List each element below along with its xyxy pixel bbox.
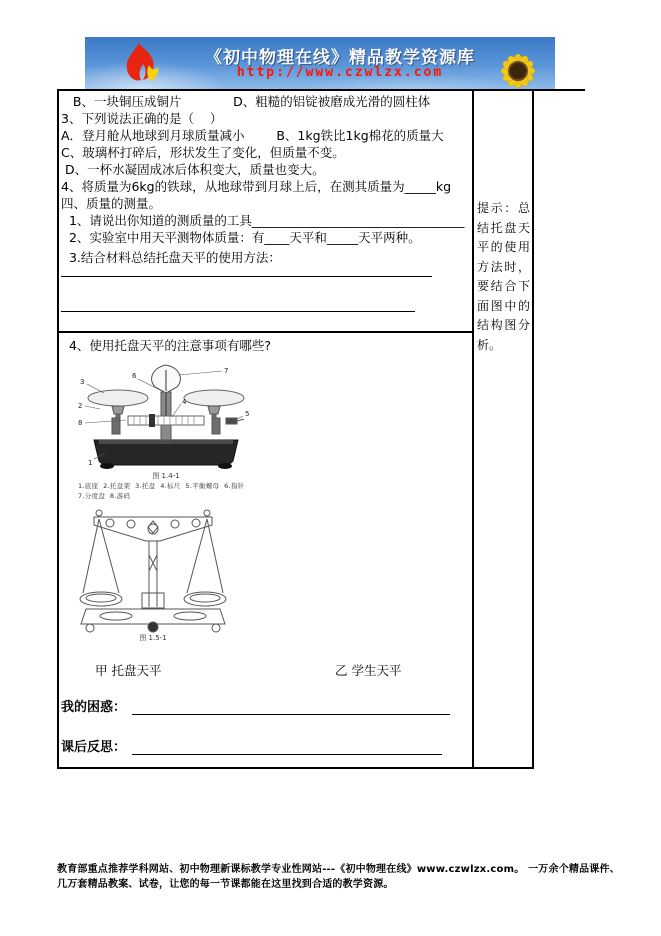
figure1-caption: 图 1.4-1 bbox=[152, 472, 180, 480]
answer-line bbox=[132, 740, 442, 755]
section-heading: 四、质量的测量。 bbox=[61, 196, 162, 211]
figure1-part-label: 1 bbox=[88, 459, 93, 467]
reflection-label: 课后反思： bbox=[61, 740, 127, 755]
sunflower-icon bbox=[489, 49, 547, 89]
figure1-parts-list: 7.分度盘 8.游码 bbox=[78, 492, 131, 500]
table-right-border bbox=[532, 89, 534, 769]
figure-label-right: 乙 学生天平 bbox=[335, 663, 402, 678]
question-line: C、玻璃杯打碎后，形状发生了变化，但质量不变。 bbox=[61, 145, 345, 160]
question-line: 1、请说出你知道的测质量的工具__________________________________ bbox=[61, 213, 465, 228]
table-row-divider bbox=[57, 331, 472, 333]
question-line: 4、将质量为6kg的铁球，从地球带到月球上后，在测其质量为_____kg bbox=[61, 179, 452, 194]
footer-line: 教育部重点推荐学科网站、初中物理新课标教学专业性网站---《初中物理在线》www.czwlzx.com。 一万余个精品课件、 bbox=[57, 864, 620, 875]
pan-balance-figure bbox=[76, 362, 256, 470]
question-line: 3、下列说法正确的是（ ） bbox=[61, 111, 223, 126]
figure1-part-label: 5 bbox=[245, 410, 250, 418]
figure2-caption: 图 1.5-1 bbox=[139, 634, 167, 642]
figure1-part-label: 2 bbox=[78, 402, 83, 410]
banner-title: 《初中物理在线》精品教学资源库 bbox=[205, 48, 475, 68]
figure1-parts-list: 1.底座 2.托盘架 3.托盘 4.标尺 5.平衡螺母 6.指针 bbox=[78, 482, 245, 490]
table-column-divider bbox=[472, 89, 474, 769]
banner-url-link[interactable]: http://www.czwlzx.com bbox=[236, 65, 444, 80]
question-line: B、一块铜压成铜片 D、粗糙的铝锭被磨成光滑的圆柱体 bbox=[61, 94, 431, 109]
answer-line bbox=[61, 276, 432, 277]
figure1-part-label: 4 bbox=[182, 398, 187, 406]
figure1-part-label: 7 bbox=[224, 367, 229, 375]
question-line: 3.结合材料总结托盘天平的使用方法： bbox=[61, 250, 281, 265]
my-confusion-label: 我的困惑： bbox=[61, 700, 127, 715]
sidebar-hint-text: 提示：总结托盘天平的使用方法时，要结合下面图中的结构图分析。 bbox=[477, 201, 530, 352]
figure-label-left: 甲 托盘天平 bbox=[95, 663, 162, 678]
question-line: D、一杯水凝固成冰后体积变大，质量也变大。 bbox=[61, 162, 325, 177]
figure1-part-label: 8 bbox=[78, 419, 83, 427]
question-line: 4、使用托盘天平的注意事项有哪些? bbox=[61, 338, 272, 353]
answer-line bbox=[61, 311, 415, 312]
footer-promo-text bbox=[57, 862, 622, 892]
question-line: 2、实验室中用天平测物体质量：有____天平和_____天平两种。 bbox=[61, 230, 421, 245]
question-line: A．登月舱从地球到月球质量减小 B、1kg铁比1kg棉花的质量大 bbox=[61, 128, 444, 143]
answer-line bbox=[132, 700, 450, 715]
figure1-part-label: 3 bbox=[80, 378, 85, 386]
footer-line: 几万套精品教案、试卷，让您的每一节课都能在这里找到合适的教学资源。 bbox=[57, 879, 394, 890]
table-bottom-border bbox=[57, 767, 534, 769]
student-balance-figure bbox=[78, 505, 228, 633]
site-banner bbox=[85, 37, 555, 89]
figure1-part-label: 6 bbox=[132, 372, 137, 380]
table-left-border bbox=[57, 89, 59, 769]
table-top-border bbox=[57, 89, 585, 91]
site-logo-flame-icon bbox=[115, 41, 171, 87]
